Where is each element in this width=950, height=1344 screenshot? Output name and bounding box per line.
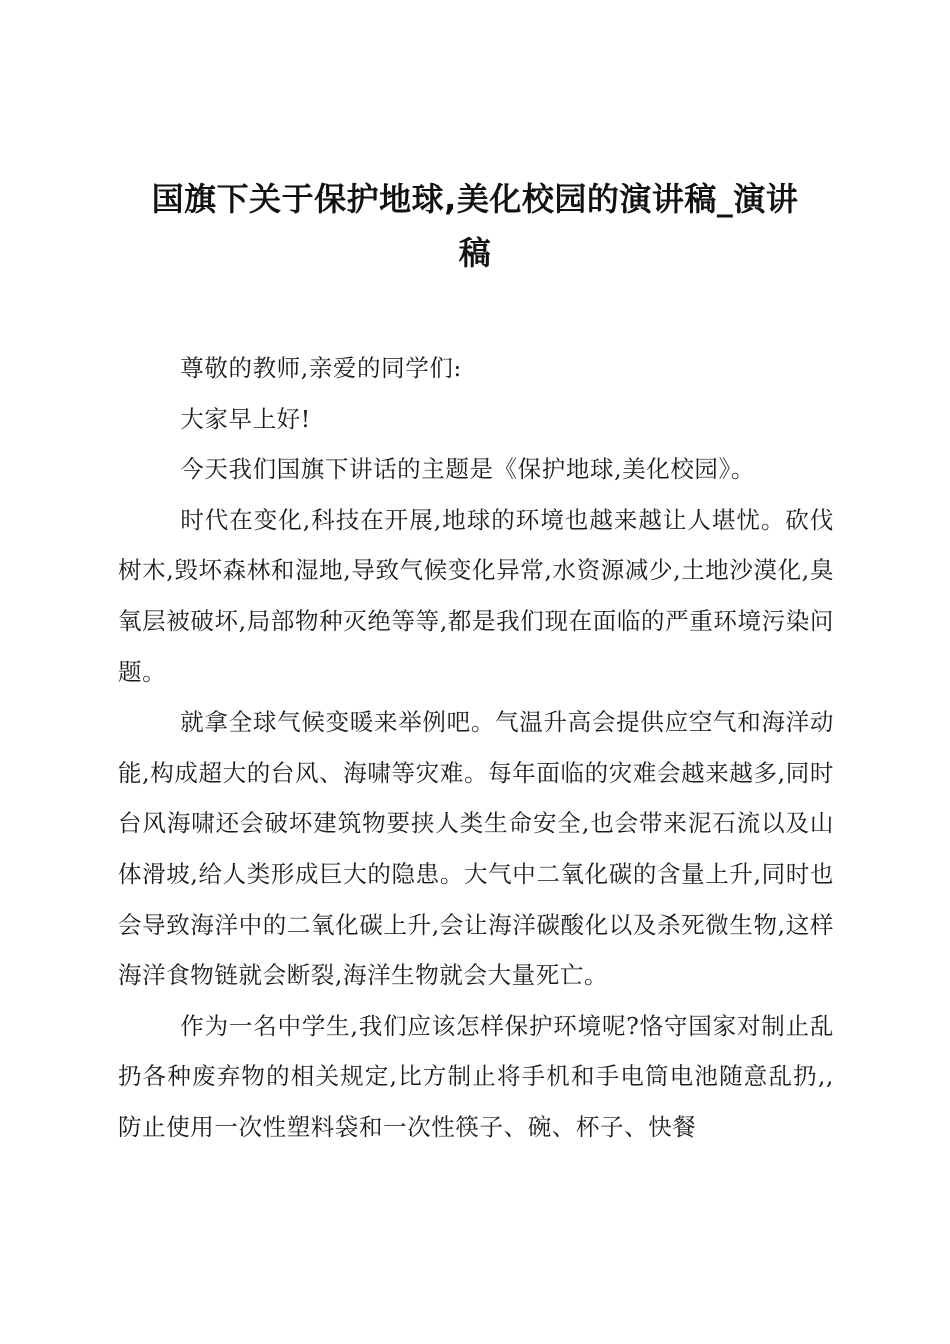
document-title: 国旗下关于保护地球,美化校园的演讲稿_演讲稿 xyxy=(151,180,799,272)
paragraph-environment-problems: 时代在变化,科技在开展,地球的环境也越来越让人堪忧。砍伐树木,毁坏森林和湿地,导致气候变化异常,水资源减少,土地沙漠化,臭氧层被破坏,局部物种灭绝等等,都是我们现在面临的严重环境污染问题。 xyxy=(118,505,834,686)
paragraph-global-warming: 就拿全球气候变暖来举例吧。气温升高会提供应空气和海洋动能,构成超大的台风、海啸等灾难。每年面临的灾难会越来越多,同时台风海啸还会破坏建筑物要挟人类生命安全,也会带来泥石流以及山体滑坡,给人类形成巨大的隐患。大气中二氧化碳的含量上升,同时也会导致海洋中的二氧化碳上升,会让海洋碳酸化以及杀死微生物,这样海洋食物链就会断裂,海洋生物就会大量死亡。 xyxy=(118,708,835,990)
document-body xyxy=(118,343,834,1153)
paragraph-student-actions: 作为一名中学生,我们应该怎样保护环境呢?恪守国家对制止乱扔各种废弃物的相关规定,比方制止将手机和手电筒电池随意乱扔,,防止使用一次性塑料袋和一次性筷子、碗、杯子、快餐 xyxy=(118,1011,834,1141)
paragraph-theme: 今天我们国旗下讲话的主题是《保护地球,美化校园》。 xyxy=(180,455,755,484)
paragraph-greeting: 尊敬的教师,亲爱的同学们: xyxy=(180,354,462,382)
paragraph-morning: 大家早上好! xyxy=(180,404,311,433)
